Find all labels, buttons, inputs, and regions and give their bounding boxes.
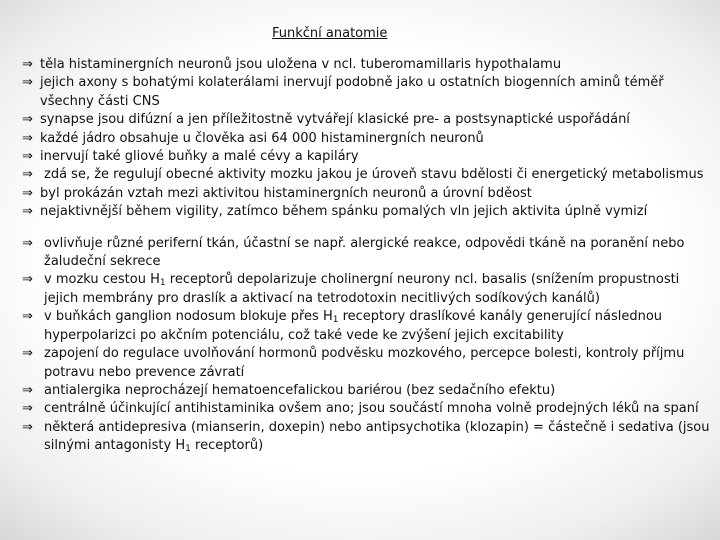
bullet-item [22, 130, 712, 148]
bullet-text: byl prokázán vztah mezi aktivitou histaminergních neuronů a úrovní bděost [40, 185, 532, 201]
bullet-text: jejich axony s bohatými kolaterálami inervují podobně jako u ostatních biogenních aminů téměř všechny části CNS [40, 75, 664, 109]
bullet-item [22, 345, 712, 382]
arrow-right-icon: ⇒ [22, 401, 33, 417]
subscript: 1 [332, 315, 339, 326]
bullet-list [22, 56, 712, 456]
slide-title: Funkční anatomie [272, 26, 388, 41]
arrow-right-icon: ⇒ [22, 382, 33, 398]
arrow-right-icon: ⇒ [22, 185, 33, 201]
arrow-right-icon: ⇒ [22, 130, 33, 146]
bullet-item [22, 419, 712, 456]
bullet-text-end: receptory draslíkové kanály generující následnou hyperpolarizci po akčním potenciálu, což také vede ke zvýšení jejich excitability [44, 309, 663, 343]
bullet-item [22, 235, 712, 272]
arrow-right-icon: ⇒ [22, 272, 33, 288]
group-spacer [22, 222, 712, 235]
bullet-text: antialergika neprocházejí hematoencefalickou bariérou (bez sedačního efektu) [44, 382, 556, 398]
bullet-item [22, 203, 712, 221]
bullet-item [22, 400, 712, 418]
arrow-right-icon: ⇒ [22, 235, 33, 251]
bullet-text: synapse jsou difúzní a jen příležitostně vytvářejí klasické pre- a postsynaptické uspořádání [40, 112, 630, 128]
bullet-text: zapojení do regulace uvolňování hormonů podvěsku mozkového, percepce bolesti, kontroly příjmu potravu nebo prevence závratí [44, 346, 685, 380]
arrow-right-icon: ⇒ [22, 75, 33, 91]
bullet-item [22, 56, 712, 74]
bullet-text: ovlivňuje různé periferní tkán, účastní se např. alergické reakce, odpovědi tkáně na poranění nebo žaludeční sekrece [44, 235, 685, 270]
bullet-item [22, 308, 712, 345]
subscript: 1 [185, 444, 191, 455]
bullet-text: centrálně účinkující antihistaminika ovšem ano; jsou součástí mnoha volně prodejných léků na spaní [44, 401, 699, 417]
arrow-right-icon: ⇒ [22, 204, 33, 220]
bullet-item [22, 185, 712, 203]
bullet-item [22, 74, 712, 111]
bullet-text-start: v mozku cestou H [44, 272, 160, 288]
bullet-text: těla histaminergních neuronů jsou uložena v ncl. tuberomamillaris hypothalamu [40, 57, 562, 72]
bullet-text: zdá se, že regulují obecné aktivity mozku jakou je úroveň stavu bdělosti či energetický metabolismus [44, 167, 704, 183]
bullet-text: každé jádro obsahuje u člověka asi 64 000 histaminergních neuronů [40, 130, 484, 146]
bullet-item [22, 166, 712, 184]
arrow-right-icon: ⇒ [22, 309, 33, 325]
arrow-right-icon: ⇒ [22, 112, 33, 128]
subscript: 1 [159, 278, 166, 289]
arrow-right-icon: ⇒ [22, 57, 33, 72]
arrow-right-icon: ⇒ [22, 149, 33, 165]
bullet-item [22, 111, 712, 129]
arrow-right-icon: ⇒ [22, 167, 33, 183]
bullet-text-start: některá antidepresiva (mianserin, doxepin) nebo antipsychotika (klozapin) = částečně i sedativa (jsou silnými antagonisty H [44, 419, 710, 454]
bullet-text-end: receptorů) [190, 438, 264, 454]
bullet-text-end: receptorů depolarizuje cholinergní neurony ncl. basalis (snížením propustnosti jejich membrány pro draslík a aktivací na tetrodotoxin necitlivých sodíkových kanálů) [44, 272, 680, 306]
bullet-text: nejaktivnější během vigility, zatímco během spánku pomalých vln jejich aktivita úplně vymizí [40, 204, 648, 220]
bullet-text: inervují také gliové buňky a malé cévy a kapiláry [40, 149, 359, 165]
bullet-item [22, 382, 712, 400]
bullet-text-start: v buňkách ganglion nodosum blokuje přes H [44, 309, 333, 325]
bullet-item [22, 148, 712, 166]
arrow-right-icon: ⇒ [22, 419, 33, 435]
arrow-right-icon: ⇒ [22, 346, 33, 362]
bullet-item [22, 271, 712, 308]
